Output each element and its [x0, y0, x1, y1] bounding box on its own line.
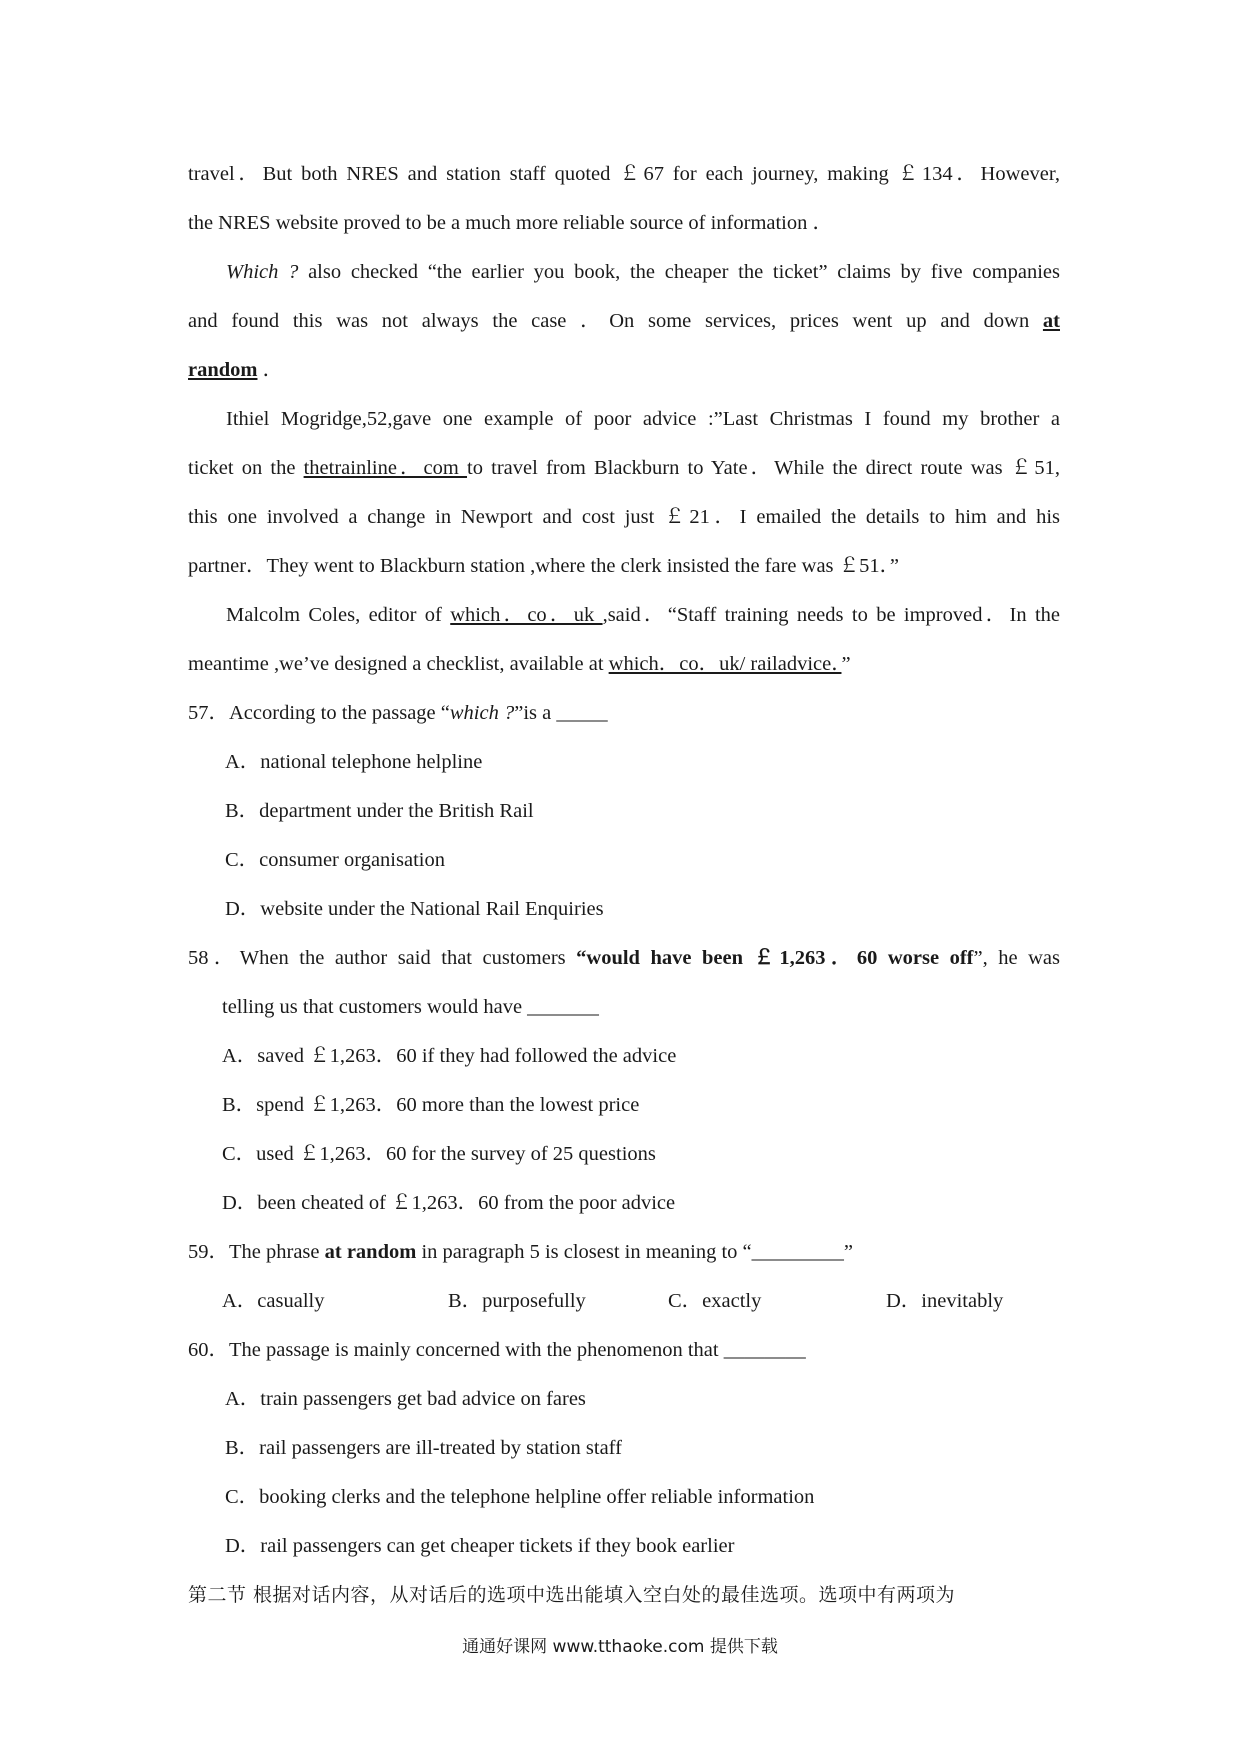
- section-2-heading: 第二节 根据对话内容，从对话后的选项中选出能填入空白处的最佳选项。选项中有两项为: [188, 1584, 956, 1606]
- paragraph-line: partner．They went to Blackburn station ,where the clerk insisted the fare was ￡51．”: [188, 555, 900, 577]
- text-span: Malcolm Coles, editor of: [226, 604, 451, 626]
- railadvice-link[interactable]: which．co．uk/ railadvice．: [608, 653, 842, 675]
- paragraph-line: [188, 306, 1060, 336]
- text-span: 59．The phrase: [188, 1241, 325, 1263]
- text-span: ．: [257, 359, 284, 381]
- question-57-option-d[interactable]: D．website under the National Rail Enquiries: [225, 898, 604, 920]
- text-span: meantime ,we’ve designed a checklist, available at: [188, 653, 609, 675]
- question-59-option-a[interactable]: A．casually: [222, 1290, 325, 1312]
- which-link[interactable]: which．co．uk: [450, 604, 603, 626]
- question-58-option-a[interactable]: A．saved ￡1,263．60 if they had followed the advice: [222, 1045, 677, 1067]
- question-60-option-d[interactable]: D．rail passengers can get cheaper tickets if they book earlier: [225, 1535, 735, 1557]
- paragraph-line: [188, 649, 1060, 679]
- paragraph-line: this one involved a change in Newport and cost just ￡21．I emailed the details to him and his: [188, 506, 1060, 528]
- question-60-option-b[interactable]: B．rail passengers are ill-treated by station staff: [225, 1437, 622, 1459]
- text-span: and found this was not always the case ．On some services, prices went up and down: [188, 310, 1043, 332]
- page-footer: 通通好课网 www.tthaoke.com 提供下载: [462, 1637, 778, 1657]
- question-58-stem-line2: telling us that customers would have _______: [222, 996, 599, 1018]
- question-58-option-b[interactable]: B．spend ￡1,263．60 more than the lowest price: [222, 1094, 640, 1116]
- thetrainline-link[interactable]: thetrainline．com: [303, 457, 468, 479]
- question-57-option-b[interactable]: B．department under the British Rail: [225, 800, 534, 822]
- question-60-option-c[interactable]: C．booking clerks and the telephone helpline offer reliable information: [225, 1486, 815, 1508]
- which-magazine-name: Which ?: [226, 261, 299, 283]
- text-span: ticket on the: [188, 457, 304, 479]
- paragraph-line: travel．But both NRES and station staff quoted ￡67 for each journey, making ￡134．However,: [188, 163, 1060, 185]
- text-span: in paragraph 5 is closest in meaning to “_________”: [416, 1241, 853, 1263]
- question-59-stem: [188, 1237, 1060, 1267]
- at-random-phrase-part2: random: [188, 359, 258, 381]
- text-span: to travel from Blackburn to Yate．While the direct route was ￡51,: [467, 457, 1060, 479]
- paragraph-line: [188, 355, 1060, 385]
- question-57-option-a[interactable]: A．national telephone helpline: [225, 751, 483, 773]
- question-59-option-b[interactable]: B．purposefully: [448, 1290, 586, 1312]
- text-span: ,said．“Staff training needs to be improved．In the: [602, 604, 1060, 626]
- paragraph-line: [226, 257, 1060, 287]
- question-57-stem: [188, 698, 1060, 728]
- question-59-option-d[interactable]: D．inevitably: [886, 1290, 1004, 1312]
- question-60-option-a[interactable]: A．train passengers get bad advice on fares: [225, 1388, 586, 1410]
- question-58-option-c[interactable]: C．used ￡1,263．60 for the survey of 25 questions: [222, 1143, 656, 1165]
- text-span: ”: [841, 653, 851, 675]
- text-span: ”is a _____: [514, 702, 608, 724]
- quoted-phrase: “would have been ￡1,263．60 worse off: [576, 947, 974, 969]
- question-59-option-c[interactable]: C．exactly: [668, 1290, 762, 1312]
- text-span: ”, he was: [973, 947, 1060, 969]
- paragraph-line: the NRES website proved to be a much more reliable source of information ．: [188, 212, 833, 234]
- key-phrase: at random: [324, 1241, 417, 1263]
- text-span: 57．According to the passage “: [188, 702, 450, 724]
- question-57-option-c[interactable]: C．consumer organisation: [225, 849, 445, 871]
- text-span: 58．When the author said that customers: [188, 947, 577, 969]
- text-span: also checked “the earlier you book, the cheaper the ticket” claims by five companies: [298, 261, 1061, 283]
- paragraph-line: [226, 600, 1060, 630]
- question-58-stem: [188, 943, 1060, 973]
- which-magazine-name: which ?: [449, 702, 515, 724]
- question-60-stem: 60．The passage is mainly concerned with the phenomenon that ________: [188, 1339, 806, 1361]
- at-random-phrase-part1: at: [1042, 310, 1060, 332]
- paragraph-line: Ithiel Mogridge,52,gave one example of poor advice :”Last Christmas I found my brother a: [226, 408, 1060, 430]
- question-58-option-d[interactable]: D．been cheated of ￡1,263．60 from the poor advice: [222, 1192, 676, 1214]
- paragraph-line: [188, 453, 1060, 483]
